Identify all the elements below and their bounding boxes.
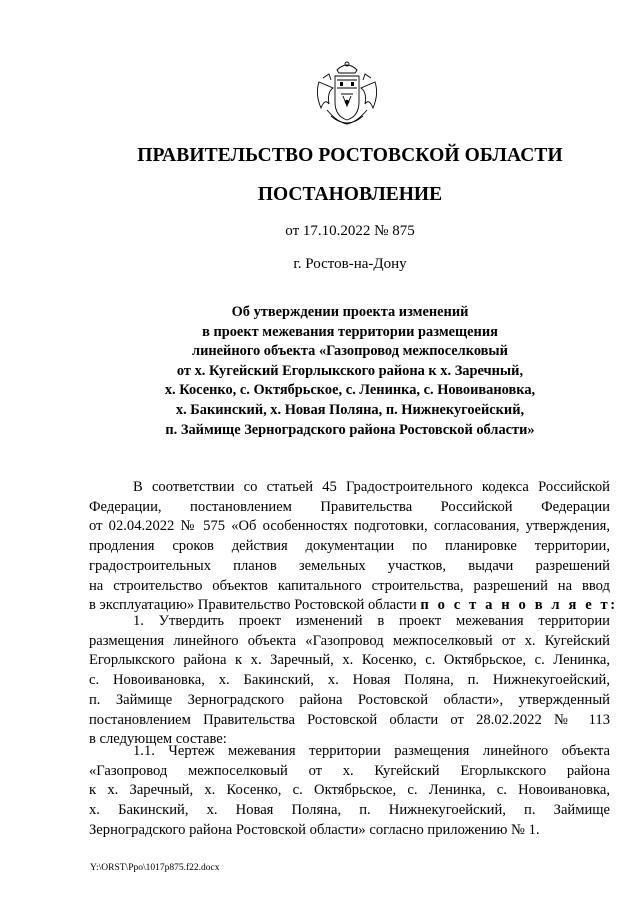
item-1-line: Егорлыкского района к х. Заречный, х. Косенко, с. Октябрьское, с. Ленинка,	[89, 652, 610, 669]
decree-city: г. Ростов-на-Дону	[293, 256, 407, 272]
resolve-word: п о с т а н о в л я е т:	[420, 597, 618, 614]
item-1-line: п. Займище Зерноградского района Ростовской области», утвержденный	[89, 691, 610, 708]
item-1-line: с. Новоивановка, х. Бакинский, х. Новая Поляна, п. Нижнекугоейский,	[89, 672, 610, 689]
title-line: х. Косенко, с. Октябрьское, с. Ленинка, с. Новоивановка,	[164, 382, 536, 399]
item-1-1-paragraph	[89, 742, 610, 841]
coat-of-arms-icon	[313, 58, 381, 134]
preamble-line: градостроительных планов земельных участков, выдачи разрешений	[89, 557, 610, 574]
item-1-line: размещения линейного объекта «Газопровод межпоселковый от х. Кугейский	[89, 632, 610, 649]
title-line: х. Бакинский, х. Новая Поляна, п. Нижнекугоейский,	[175, 401, 525, 418]
title-line: п. Займище Зерноградского района Ростовской области»	[165, 421, 535, 438]
government-title: ПРАВИТЕЛЬСТВО РОСТОВСКОЙ ОБЛАСТИ	[137, 145, 563, 166]
preamble-line: на строительство объектов капитального строительства, разрешений на ввод	[89, 577, 610, 594]
title-line: Об утверждении проекта изменений	[231, 304, 469, 320]
decree-date-number: от 17.10.2022 № 875	[285, 223, 415, 239]
item-1-line: в следующем составе:	[89, 731, 227, 748]
item-1-1-line: «Газопровод межпоселковый от х. Кугейский Егорлыкского района	[89, 762, 610, 779]
document-type: ПОСТАНОВЛЕНИЕ	[257, 184, 443, 205]
item-1-1-line: х. Бакинский, х. Новая Поляна, п. Нижнекугоейский, п. Займище	[89, 802, 610, 819]
decree-title	[0, 303, 640, 440]
title-line: в проект межевания территории размещения	[202, 323, 498, 340]
preamble-line-text: в эксплуатацию» Правительство Ростовской области	[89, 597, 417, 614]
preamble-line: Федерации, постановлением Правительства Российской Федерации	[89, 498, 610, 515]
file-path-footer: Y:\ORST\Ppo\1017p875.f22.docx	[90, 863, 220, 873]
item-1-1-line: Зерноградского района Ростовской области» согласно приложению № 1.	[89, 821, 540, 838]
item-1-line: 1. Утвердить проект изменений в проект межевания территории	[133, 613, 610, 629]
item-1-1-line: к х. Заречный, х. Косенко, с. Октябрьское, с. Ленинка, с. Новоивановка,	[89, 782, 610, 799]
title-line: от х. Кугейский Егорлыкского района к х. Заречный,	[176, 362, 524, 379]
item-1-paragraph	[89, 612, 610, 750]
item-1-1-line: 1.1. Чертеж межевания территории размещения линейного объекта	[133, 743, 610, 759]
preamble-line: от 02.04.2022 № 575 «Об особенностях подготовки, согласования, утверждения,	[89, 518, 610, 535]
preamble-line: В соответствии со статьей 45 Градостроительного кодекса Российской	[133, 479, 610, 495]
title-line: линейного объекта «Газопровод межпоселковый	[192, 343, 508, 360]
preamble-paragraph	[89, 478, 618, 616]
item-1-line: постановлением Правительства Ростовской области от 28.02.2022 № 113	[89, 711, 610, 728]
preamble-line: продления сроков действия документации по планировке территории,	[89, 538, 610, 555]
